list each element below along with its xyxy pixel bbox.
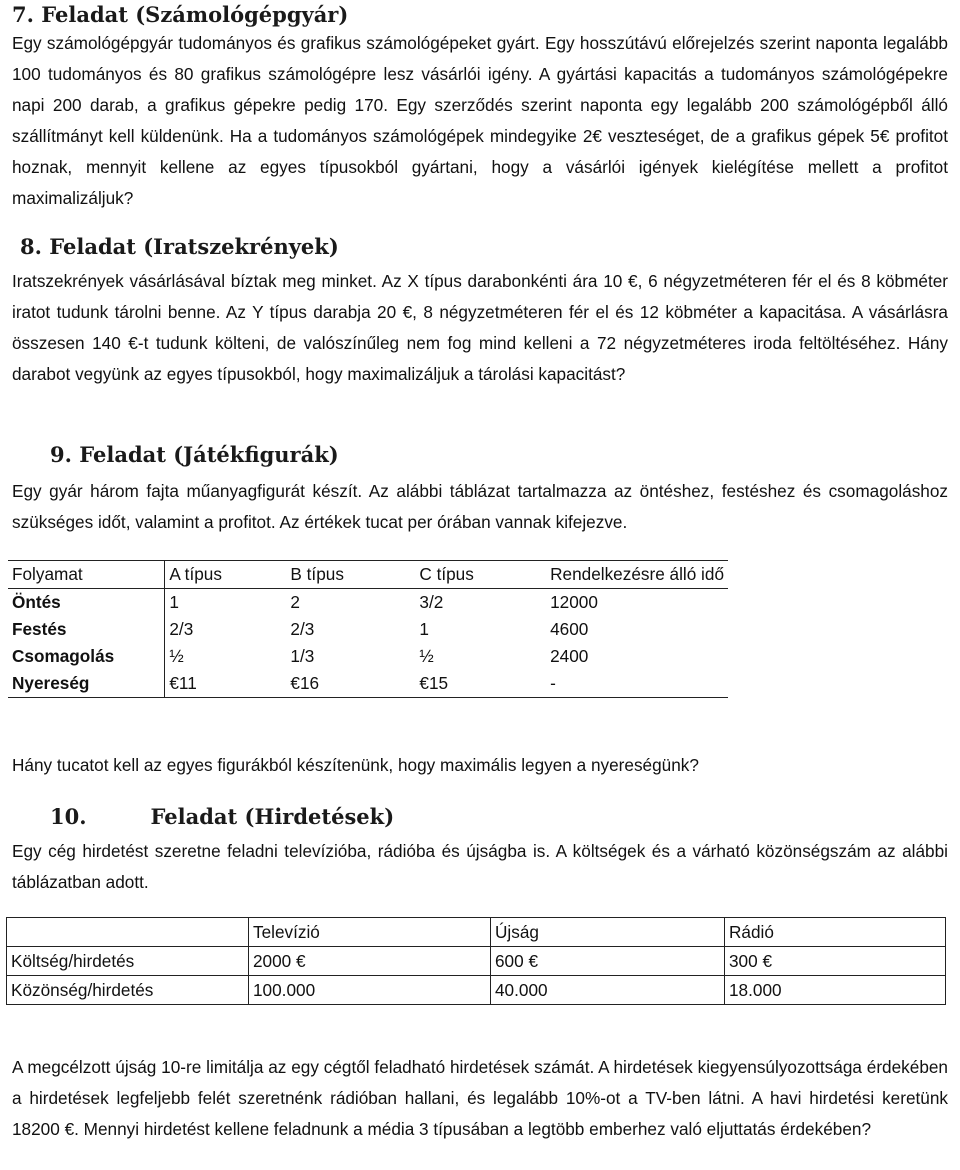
advertising-table bbox=[6, 917, 946, 1005]
row-label: Költség/hirdetés bbox=[7, 947, 249, 976]
header-cell: Folyamat bbox=[8, 561, 165, 589]
task10-title bbox=[50, 804, 394, 830]
table-cell: €16 bbox=[290, 673, 320, 693]
table-cell: 300 € bbox=[725, 947, 946, 976]
header-cell: Újság bbox=[491, 918, 725, 947]
table-cell: 4600 bbox=[550, 619, 589, 639]
header-cell: B típus bbox=[290, 564, 344, 584]
header-cell: Rádió bbox=[725, 918, 946, 947]
task10-number: 10. bbox=[50, 804, 87, 829]
task7-title: 7. Feladat (Számológépgyár) bbox=[12, 2, 349, 27]
table-cell: 3/2 bbox=[419, 592, 444, 612]
header-cell: A típus bbox=[169, 564, 222, 584]
task10-heading: Feladat (Hirdetések) bbox=[150, 804, 395, 829]
row-label: Csomagolás bbox=[8, 643, 165, 670]
table-cell: 100.000 bbox=[249, 976, 491, 1005]
table-cell: 1 bbox=[169, 592, 179, 612]
table-row bbox=[7, 947, 946, 976]
table-cell: 2000 € bbox=[249, 947, 491, 976]
table-cell: 600 € bbox=[491, 947, 725, 976]
task8-text: Iratszekrények vásárlásával bíztak meg minket. Az X típus darabonkénti ára 10 €, 6 négyzetméteren fér el és 8 köbméter iratot tudunk tárolni benne. Az Y típus darabja 20 €, 8 négyzetméteren fér el és 12 köbméter a kapacitása. A vásárlásra összesen 140 €-t tudunk költeni, de valószínűleg nem fog mind kelleni a 72 négyzetméteres iroda feltöltéséhez. Hány darabot vegyünk az egyes típusokból, hogy maximalizáljuk a tárolási kapacitást? bbox=[12, 271, 948, 384]
table-row bbox=[8, 589, 728, 617]
table-cell: ½ bbox=[419, 646, 434, 666]
table-cell: 2 bbox=[290, 592, 300, 612]
header-cell: Rendelkezésre álló idő bbox=[550, 564, 724, 584]
figures-table bbox=[8, 560, 728, 698]
header-cell: Televízió bbox=[249, 918, 491, 947]
task9-question: Hány tucatot kell az egyes figurákból készítenünk, hogy maximális legyen a nyereségünk? bbox=[12, 755, 699, 775]
table-cell: 2/3 bbox=[290, 619, 315, 639]
row-label: Öntés bbox=[8, 589, 165, 617]
task9-title: 9. Feladat (Játékfigurák) bbox=[50, 442, 339, 467]
table-cell: 2400 bbox=[550, 646, 589, 666]
table-cell: - bbox=[550, 673, 556, 693]
table-cell: ½ bbox=[169, 646, 184, 666]
header-cell bbox=[7, 918, 249, 947]
task7-text: Egy számológépgyár tudományos és grafikus számológépeket gyárt. Egy hosszútávú előrejelzés szerint naponta legalább 100 tudományos és 80 grafikus számológépre lesz vásárlói igény. A gyártási kapacitás a tudományos számológépekre napi 200 darab, a grafikus gépekre pedig 170. Egy szerződés szerint naponta egy legalább 200 számológépből álló szállítmányt kell küldenünk. Ha a tudományos számológépek mindegyike 2€ veszteséget, de a grafikus gépek 5€ profitot hoznak, mennyit kellene az egyes típusokból gyártani, hogy a vásárlói igények kielégítése mellett a profitot maximalizáljuk? bbox=[12, 33, 948, 208]
table-row bbox=[8, 643, 728, 670]
task8-title: 8. Feladat (Iratszekrények) bbox=[20, 234, 339, 259]
task10-text: A megcélzott újság 10-re limitálja az egy cégtől feladható hirdetések számát. A hirdetések kiegyensúlyozottsága érdekében a hirdetések legfeljebb felét szeretnénk rádióban hallani, és legalább 10%-ot a TV-ben látni. A havi hirdetési keretünk 18200 €. Mennyi hirdetést kellene feladnunk a média 3 típusában a legtöbb emberhez való eljuttatás érdekében? bbox=[12, 1057, 948, 1139]
figures-table-header bbox=[8, 561, 728, 589]
table-cell: 40.000 bbox=[491, 976, 725, 1005]
table-row bbox=[8, 616, 728, 643]
task9-intro: Egy gyár három fajta műanyagfigurát készít. Az alábbi táblázat tartalmazza az öntéshez, festéshez és csomagoláshoz szükséges időt, valamint a profitot. Az értékek tucat per órában vannak kifejezve. bbox=[12, 481, 948, 532]
row-label: Közönség/hirdetés bbox=[7, 976, 249, 1005]
table-row bbox=[7, 976, 946, 1005]
advertising-table-header bbox=[7, 918, 946, 947]
header-cell: C típus bbox=[419, 564, 474, 584]
table-cell: 18.000 bbox=[725, 976, 946, 1005]
table-cell: €15 bbox=[419, 673, 449, 693]
task10-intro: Egy cég hirdetést szeretne feladni televízióba, rádióba és újságba is. A költségek és a várható közönségszám az alábbi táblázatban adott. bbox=[12, 841, 948, 892]
table-cell: 2/3 bbox=[169, 619, 194, 639]
row-label: Nyereség bbox=[8, 670, 165, 698]
table-row bbox=[8, 670, 728, 698]
table-cell: 1/3 bbox=[290, 646, 315, 666]
table-cell: 12000 bbox=[550, 592, 598, 612]
table-cell: €11 bbox=[169, 673, 197, 693]
row-label: Festés bbox=[8, 616, 165, 643]
table-cell: 1 bbox=[419, 619, 429, 639]
